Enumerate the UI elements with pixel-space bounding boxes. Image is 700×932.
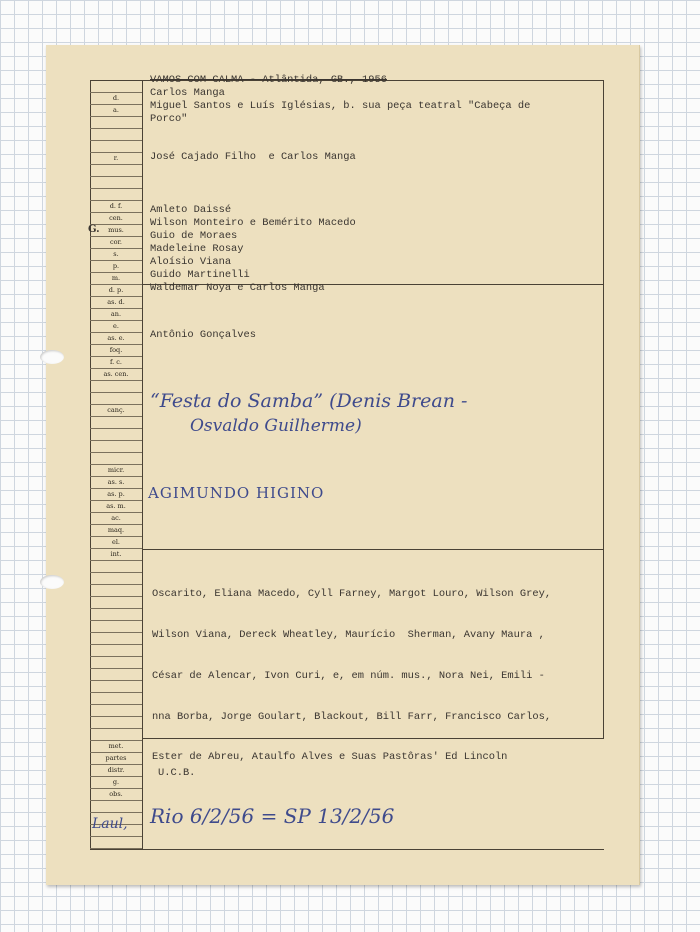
label-divider <box>142 80 143 850</box>
label-canc: canç. <box>90 404 142 417</box>
field-label-column <box>90 80 142 850</box>
argument-line-1: Miguel Santos e Luís Iglésias, b. sua peça teatral "Cabeça de <box>150 100 531 112</box>
crew-music: Guio de Moraes <box>150 230 238 242</box>
cast-line: Wilson Viana, Dereck Wheatley, Maurício Sherman, Avany Maura , <box>152 628 545 641</box>
launch-dates: Rio 6/2/56 = SP 13/2/56 <box>150 804 395 828</box>
label-p: p. <box>90 260 142 273</box>
crew-editing: Waldemar Noya e Carlos Manga <box>150 282 325 294</box>
label-dp: d. p. <box>90 284 142 297</box>
punch-hole-top <box>40 350 64 364</box>
section-divider-2 <box>142 549 604 550</box>
cast-list <box>152 561 604 779</box>
label-d: d. <box>90 92 142 105</box>
label-el: el. <box>90 536 142 549</box>
label-mus: mus. <box>90 224 142 237</box>
crew-producer: Guido Martinelli <box>150 269 250 281</box>
label-g: g. <box>90 776 142 789</box>
label-asp: as. p. <box>90 488 142 501</box>
cast-line: Oscarito, Eliana Macedo, Cyll Farney, Margot Louro, Wilson Grey, <box>152 588 552 601</box>
label-cor: cor. <box>90 236 142 249</box>
punch-hole-bottom <box>40 575 64 589</box>
label-r: r. <box>90 152 142 165</box>
frame-bottom <box>90 849 604 850</box>
label-ac: ac. <box>90 512 142 525</box>
label-asm: as. m. <box>90 500 142 513</box>
label-s: s. <box>90 248 142 261</box>
label-micr: micr. <box>90 464 142 477</box>
assistant-director: Antônio Gonçalves <box>150 329 257 341</box>
label-a: a. <box>90 104 142 117</box>
cast-line: César de Alencar, Ivon Curi, e, em núm. mus., Nora Nei, Emili - <box>152 669 545 682</box>
cast-line: nna Borba, Jorge Goulart, Blackout, Bill Farr, Francisco Carlos, <box>152 710 552 723</box>
label-ase: as. e. <box>90 332 142 345</box>
label-met: met. <box>90 740 142 753</box>
label-foq: foq. <box>90 344 142 357</box>
songs-handwritten-line-2: Osvaldo Guilherme) <box>190 416 362 436</box>
label-int: int. <box>90 548 142 561</box>
crew-choreography: Madeleine Rosay <box>150 243 244 255</box>
crew-sound: Aloísio Viana <box>150 256 232 268</box>
crew-sets: Wilson Monteiro e Bemérito Macedo <box>150 217 356 229</box>
label-maq: maq. <box>90 524 142 537</box>
argument-line-2: Porco" <box>150 113 188 125</box>
margin-mark: G. <box>88 224 100 235</box>
launch-prefix: Laul, <box>92 816 128 832</box>
label-e: e. <box>90 320 142 333</box>
label-partes: partes <box>90 752 142 765</box>
label-ascen: as. cen. <box>90 368 142 381</box>
label-distr: distr. <box>90 764 142 777</box>
distributor: U.C.B. <box>158 767 196 779</box>
crew-photography: Amleto Daissé <box>150 204 232 216</box>
sound-handwritten: AGIMUNDO HIGINO <box>148 484 325 502</box>
label-ass: as. s. <box>90 476 142 489</box>
label-obs: obs. <box>90 788 142 801</box>
label-cen: cen. <box>90 212 142 225</box>
cast-line: Ester de Abreu, Ataulfo Alves e Suas Pastôras' Ed Lincoln <box>152 751 508 764</box>
label-m: m. <box>90 272 142 285</box>
label-an: an. <box>90 308 142 321</box>
film-title-line: VAMOS COM CALMA - Atlântida, GB., 1956 <box>150 74 387 86</box>
director: Carlos Manga <box>150 87 225 99</box>
screenplay: José Cajado Filho e Carlos Manga <box>150 151 356 163</box>
label-df: d. f. <box>90 200 142 213</box>
songs-handwritten-line-1: “Festa do Samba” (Denis Brean - <box>150 390 468 412</box>
label-asd: as. d. <box>90 296 142 309</box>
label-fc: f. c. <box>90 356 142 369</box>
